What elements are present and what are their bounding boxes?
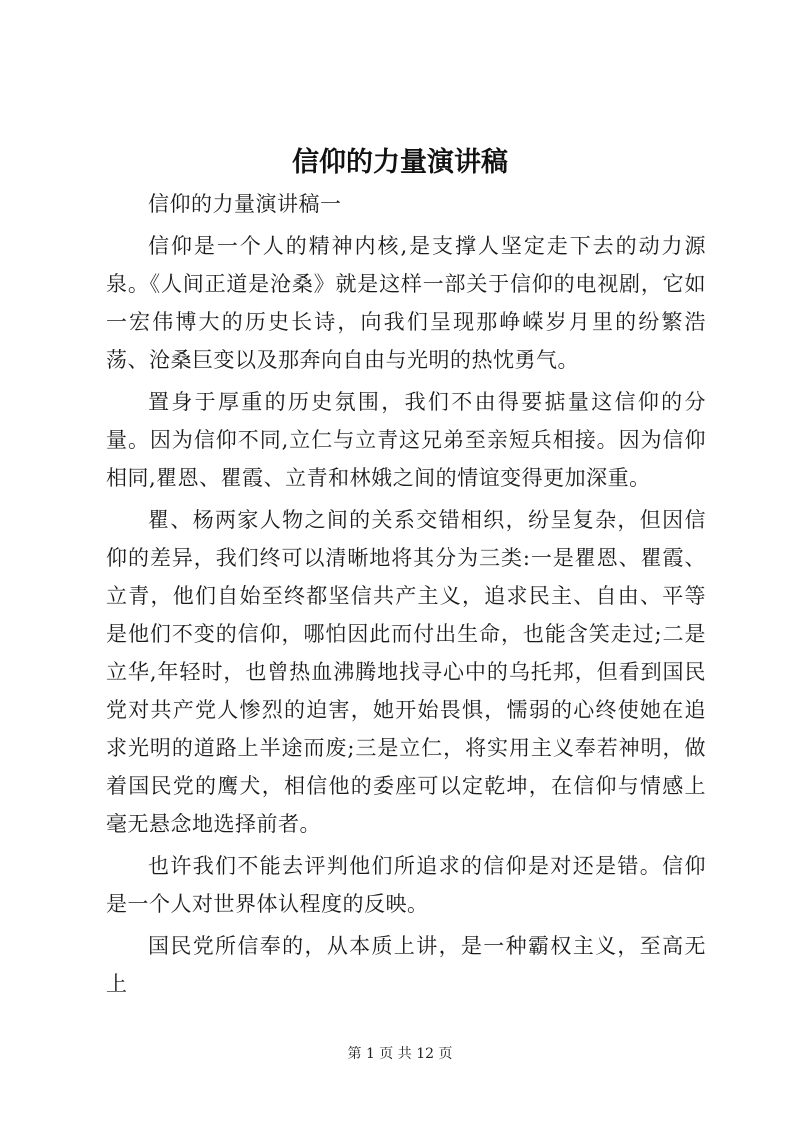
paragraph: 国民党所信奉的，从本质上讲，是一种霸权主义，至高无上 xyxy=(106,934,706,996)
paragraph: 置身于厚重的历史氛围，我们不由得要掂量这信仰的分量。因为信仰不同,立仁与立青这兄弟至亲短兵相接。因为信仰相同,瞿恩、瞿霞、立青和林娥之间的情谊变得更加深重。 xyxy=(106,390,706,490)
section-heading: 信仰的力量演讲稿一 xyxy=(148,192,342,216)
page-footer: 第 1 页 共 12 页 xyxy=(347,1046,453,1062)
paragraph: 也许我们不能去评判他们所追求的信仰是对还是错。信仰是一个人对世界体认程度的反映。 xyxy=(106,854,706,916)
document-body xyxy=(106,185,706,1003)
document-title: 信仰的力量演讲稿 xyxy=(292,147,508,178)
paragraph: 信仰是一个人的精神内核,是支撑人坚定走下去的动力源泉。《人间正道是沧桑》就是这样一部关于信仰的电视剧，它如一宏伟博大的历史长诗，向我们呈现那峥嵘岁月里的纷繁浩荡、沧桑巨变以及那奔向自由与光明的热忱勇气。 xyxy=(106,234,706,372)
paragraph: 瞿、杨两家人物之间的关系交错相织，纷呈复杂，但因信仰的差异，我们终可以清晰地将其分为三类:一是瞿恩、瞿霞、立青，他们自始至终都坚信共产主义，追求民主、自由、平等是他们不变的信仰，哪怕因此而付出生命，也能含笑走过;二是立华,年轻时，也曾热血沸腾地找寻心中的乌托邦，但看到国民党对共产党人惨烈的迫害，她开始畏惧，懦弱的心终使她在追求光明的道路上半途而废;三是立仁，将实用主义奉若神明，做着国民党的鹰犬，相信他的委座可以定乾坤，在信仰与情感上毫无悬念地选择前者。 xyxy=(106,508,706,836)
